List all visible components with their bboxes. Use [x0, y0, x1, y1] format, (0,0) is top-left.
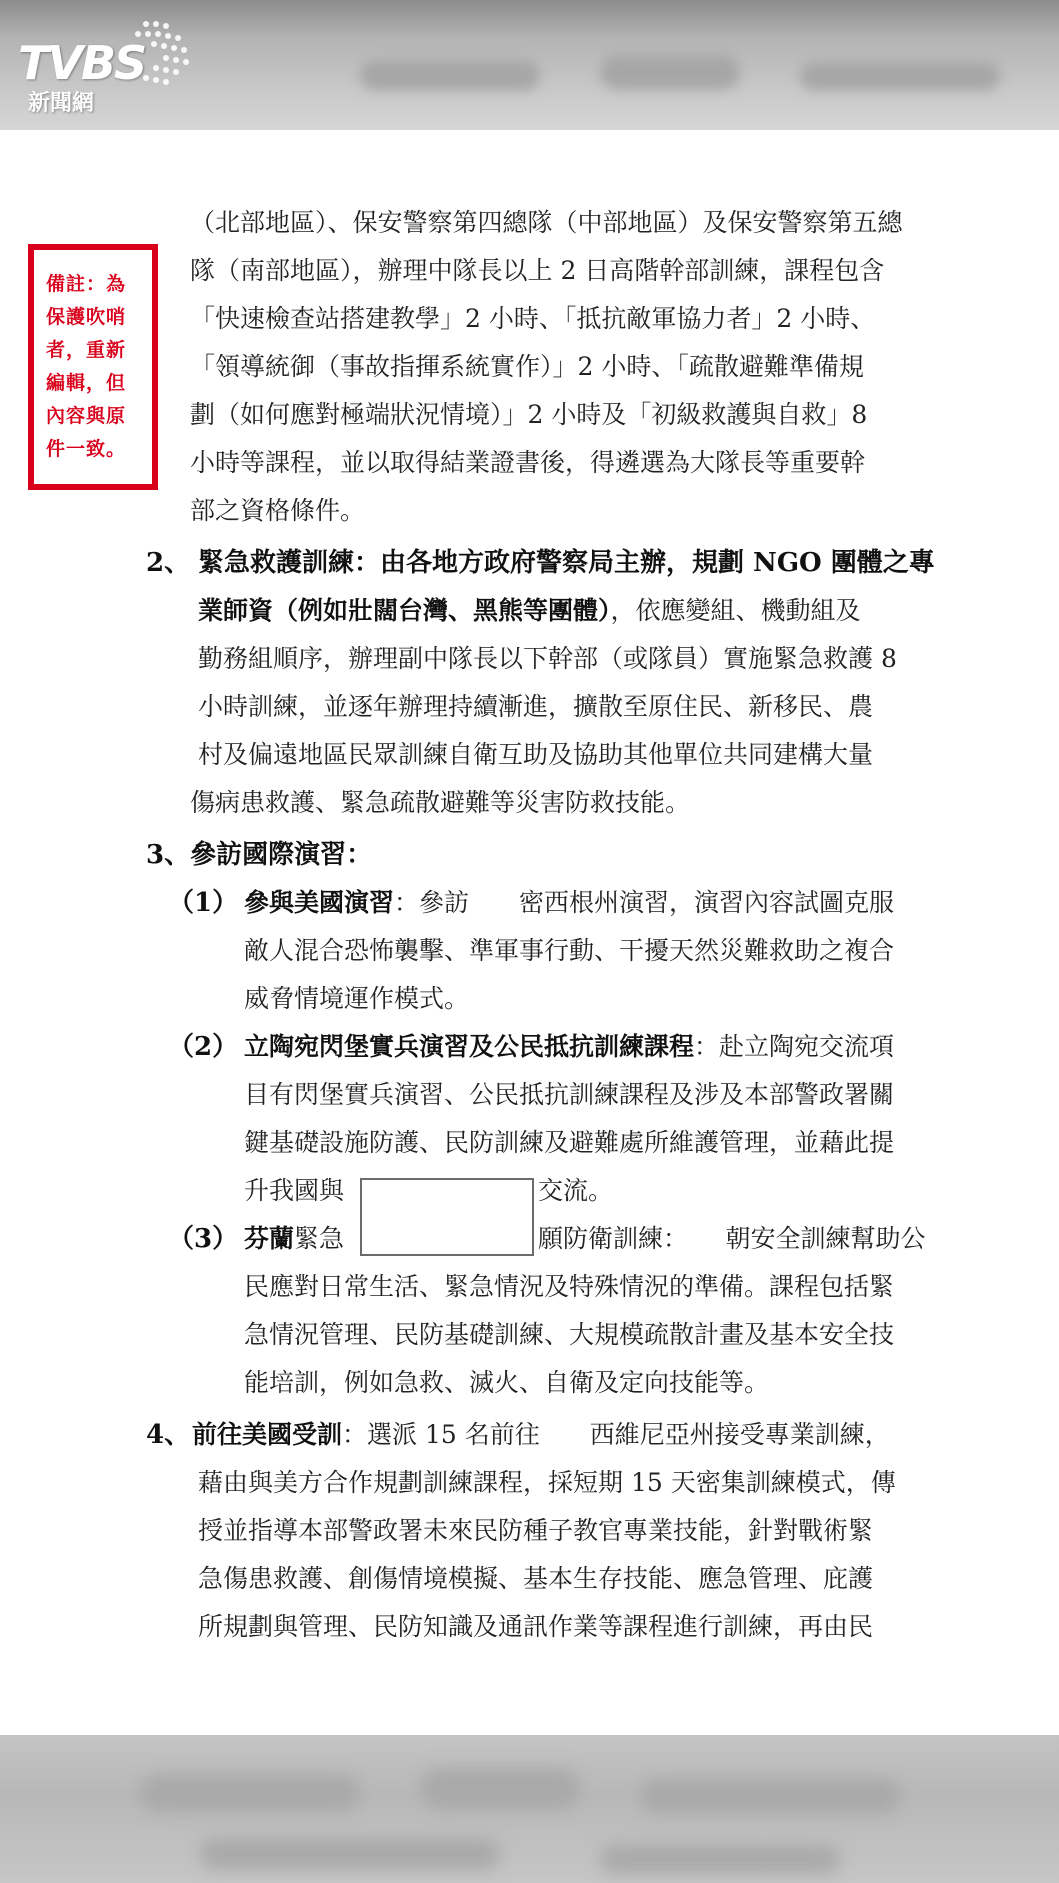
item3-sub1-rest: ：參訪 密西根州演習，演習內容試圖克服 [394, 888, 895, 917]
para1-line: （北部地區）、保安警察第四總隊（中部地區）及保安警察第五總 [190, 208, 903, 237]
para1-line: 小時等課程，並以取得結業證書後，得遴選為大隊長等重要幹 [190, 448, 866, 477]
item2-line: 村及偏遠地區民眾訓練自衛互助及協助其他單位共同建構大量 [198, 740, 874, 769]
item3-sub1-first-line [244, 886, 894, 920]
item2-bold-line1: 緊急救護訓練：由各地方政府警察局主辦，規劃 NGO 團體之專 [198, 548, 935, 578]
item2-line: 小時訓練，並逐年辦理持續漸進，擴散至原住民、新移民、農 [198, 692, 874, 721]
item3-sub3-number: （3） [168, 1224, 239, 1254]
bottom-blur-band [0, 1735, 1059, 1883]
note-line: 備註：為 [46, 273, 127, 295]
item3-sub1-number: （1） [168, 888, 239, 918]
logo-wordmark: TVBS [18, 36, 146, 90]
note-line: 者，重新 [46, 339, 127, 361]
para1-line: 「領導統御（事故指揮系統實作）」2 小時、「疏散避難準備規 [190, 352, 864, 381]
item3-sub3-rest-b: 願防衛訓練： 朝安全訓練幫助公 [538, 1224, 926, 1253]
item3-sub2-line: 目有閃堡實兵演習、公民抵抗訓練課程及涉及本部警政署關 [244, 1080, 895, 1109]
para1-line: 「快速檢查站搭建教學」2 小時、「抵抗敵軍協力者」2 小時、 [190, 304, 876, 333]
item2-number: 2、 [146, 548, 191, 578]
item3-sub3-bold: 芬蘭 [244, 1224, 295, 1253]
note-line: 保護吹哨 [46, 306, 127, 328]
item2-line: 傷病患救護、緊急疏散避難等災害防救技能。 [190, 788, 691, 817]
item2-line: 勤務組順序，辦理副中隊長以下幹部（或隊員）實施緊急救護 8 [198, 644, 897, 673]
logo-subtitle: 新聞網 [28, 91, 95, 116]
item4-line: 所規劃與管理、民防知識及通訊作業等課程進行訓練，再由民 [198, 1612, 874, 1641]
note-line: 件一致。 [46, 438, 127, 460]
para1-line: 隊（南部地區），辦理中隊長以上 2 日高階幹部訓練，課程包含 [190, 256, 885, 285]
item3-sub3-rest-a: 緊急 [294, 1224, 345, 1253]
tvbs-logo [18, 16, 198, 116]
item3-sub2-line: 鍵基礎設施防護、民防訓練及避難處所維護管理，並藉此提 [244, 1128, 895, 1157]
note-line: 編輯，但 [46, 372, 127, 394]
item2-bold-line2: 業師資（例如壯闊台灣、黑熊等團體） [198, 596, 611, 625]
item4-first-line [192, 1418, 890, 1452]
item3-sub1-line: 敵人混合恐怖襲擊、準軍事行動、干擾天然災難救助之複合 [244, 936, 895, 965]
editor-note-box [28, 244, 158, 490]
item3-sub1-line: 威脅情境運作模式。 [244, 984, 470, 1013]
item3-sub3-line: 民應對日常生活、緊急情況及特殊情況的準備。課程包括緊 [244, 1272, 895, 1301]
para1-line: 部之資格條件。 [190, 496, 366, 525]
item4-line: 急傷患救護、創傷情境模擬、基本生存技能、應急管理、庇護 [198, 1564, 874, 1593]
item4-line: 藉由與美方合作規劃訓練課程，採短期 15 天密集訓練模式，傳 [198, 1468, 896, 1497]
item3-sub2-bold: 立陶宛閃堡實兵演習及公民抵抗訓練課程 [244, 1032, 695, 1061]
item4-number: 4、 [146, 1420, 191, 1450]
item3-sub2-last-a: 升我國與 [244, 1176, 345, 1205]
item4-bold: 前往美國受訓 [192, 1420, 343, 1449]
item3-sub2-last-b: 交流。 [538, 1176, 614, 1205]
item2-line2 [198, 594, 861, 628]
item3-sub1-bold: 參與美國演習 [244, 888, 395, 917]
item3-sub2-rest: ：赴立陶宛交流項 [694, 1032, 895, 1061]
item3-sub2-first-line [244, 1030, 894, 1064]
item4-line: 授並指導本部警政署未來民防種子教官專業技能，針對戰術緊 [198, 1516, 874, 1545]
top-blur-band [0, 0, 1059, 130]
item2-rest-line2: ，依應變組、機動組及 [610, 596, 861, 625]
item3-heading: 3、參訪國際演習： [146, 840, 373, 870]
note-line: 內容與原 [46, 405, 127, 427]
redaction-box [360, 1178, 534, 1256]
item3-sub3-line: 急情況管理、民防基礎訓練、大規模疏散計畫及基本安全技 [244, 1320, 895, 1349]
item3-sub3-first-a [244, 1222, 344, 1256]
item4-rest: ：選派 15 名前往 西維尼亞州接受專業訓練， [342, 1420, 890, 1449]
item3-sub3-line: 能培訓，例如急救、滅火、自衛及定向技能等。 [244, 1368, 770, 1397]
para1-line: 劃（如何應對極端狀況情境）」2 小時及「初級救護與自救」8 [190, 400, 868, 429]
item3-sub2-number: （2） [168, 1032, 239, 1062]
